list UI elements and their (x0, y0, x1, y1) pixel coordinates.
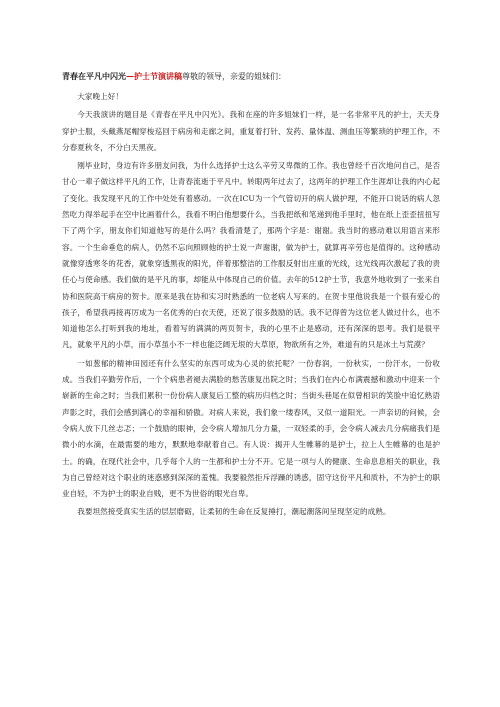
document-page (62, 70, 440, 521)
paragraph-greeting: 大家晚上好！ (77, 92, 124, 101)
title-speech-label: 护士节演讲稿 (134, 71, 182, 81)
salutation: 尊敬的领导，亲爱的姐妹们： (182, 72, 286, 81)
paragraph-story: 刚毕业时，身边有许多朋友问我，为什么选择护士这么辛劳又卑微的工作。我也曾经千百次地问自己，是否甘心一辈子做这样平凡的工作，让青春流逝于平凡中。转眼两年过去了，这两年的护理工作生涯却让我的内心起了变化。我发现平凡的工作中处处有着感动。一次在ICU为一个气管切开的病人做护理，不能开口说话的病人忽然吃力得举起手在空中比画着什么，我看不明白他想要什么，当我把纸和笔递到他手里时，他在纸上歪歪扭扭写下了两个字，朋友你们知道他写的是什么吗？我看清楚了，那两个字是：谢谢。我当时的感动难以用语言来形容。一个生命垂危的病人，仍然不忘向照顾他的护士说一声谢谢，做为护士，就算再辛劳也是值得的。这种感动就像穿透寒冬的花香，就象穿透黑夜的阳光，伴着那整洁的工作服反射出庄重的光线，这光线再次激起了我的责任心与使命感。我们做的是平凡的事，却能从中体现自己的价值。去年的512护士节，我意外地收到了一张来自协和医院高干病房的贺卡。原来是我在协和实习时熟悉的一位老病人写来的。在贺卡里他说我是一个很有爱心的孩子，希望我再接再厉成为一名优秀的白衣天使，还说了很多鼓励的话。我不记得曾为这位老人做过什么，也不知道他怎么打听到我的地址，看着写的满满的两页贺卡，我的心里不止是感动，还有深深的思考。我们是很平凡，就象平凡的小草，而小草虽小不一样也能泛阔无垠的大草原，物欲所有之外，难道有的只是冰土与荒漠？ (62, 161, 440, 350)
paragraph-intro: 今天我演讲的题目是《青春在平凡中闪光》。我和在座的许多姐妹们一样，是一名非常平凡的护士，天天身穿护士服，头戴燕尾帽穿梭巡回于病房和走廊之间，重复着打针、发药、量体温、测血压等繁琐的护理工作，不分春夏秋冬，不分白天黑夜。 (62, 110, 440, 152)
title-dash: — (126, 71, 134, 81)
title-main: 青春在平凡中闪光 (62, 71, 126, 81)
paragraph-reflection: 一如葱郁的精神田园还有什么坚实的东西可成为心灵的依托呢？一份春润，一份秋实，一份汗水，一份收成。当我们辛勤劳作后，一个个病患者褪去满脸的愁苦康复出院之时；当我们在内心布满震撼和激动中迎来一个崭新的生命之时；当我们累积一份份病人康复后工整的病历归档之时；当街头巷尾在似曾相识的笑脸中追忆熟语声影之时，我们会感到满心的幸福和骄傲。对病人来说，我们象一缕春风，又似一道阳光。一声亲切的问候，会令病人放下几丝忐忑；一个鼓励的眼神，会令病人增加几分力量，一双轻柔的手，会令病人减去几分病痛我们是微小的水滴，在最需要的地方，默默地奉献着自己。有人说：揭开人生帷幕的是护士，拉上人生帷幕的也是护士。的确，在现代社会中，几乎每个人的一生都和护士分不开。它是一项与人的健康、生命息息相关的职业，我为自己曾经对这个职业的迷惑感到深深的羞愧。我要毅然拒斥浮躁的诱惑，固守这份平凡和质朴，不为护士的职业自轻，不为护士的职业自贱，更不为世俗的眼光自卑。 (62, 358, 440, 499)
document-title-line (62, 70, 440, 83)
paragraph-closing: 我要坦然接受真实生活的层层磨砺，让柔韧的生命在反复捶打，潮起潮落间呈现坚定的成熟。 (77, 507, 391, 517)
